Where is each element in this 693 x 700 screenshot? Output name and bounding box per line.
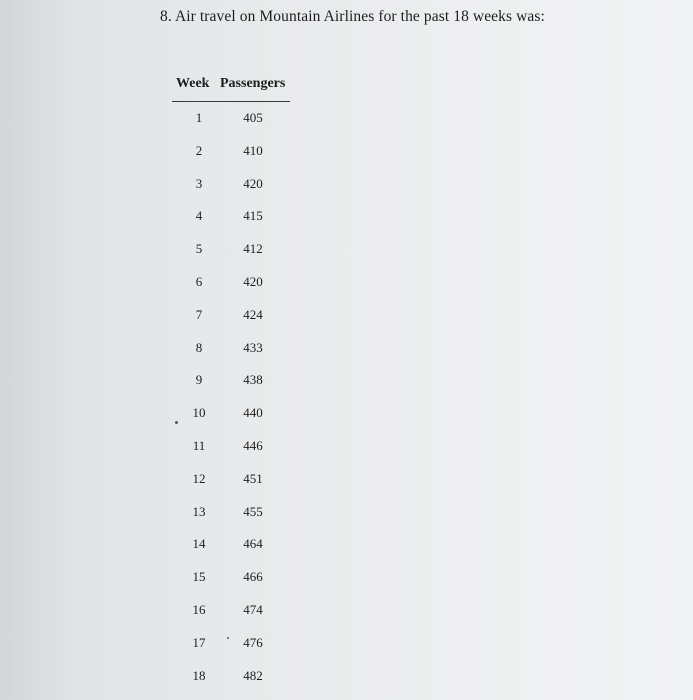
passengers-cell: 464	[243, 536, 263, 552]
table-row	[170, 176, 290, 209]
week-cell: 3	[195, 175, 203, 191]
question-text: 8. Air travel on Mountain Airlines for the past 18 weeks was:	[160, 8, 545, 25]
table-row	[170, 143, 290, 176]
passengers-cell: 482	[243, 667, 263, 683]
table-row	[170, 340, 290, 373]
week-column-header: Week	[176, 76, 210, 91]
passengers-cell: 474	[243, 601, 263, 617]
table-row	[170, 405, 290, 438]
passengers-cell: 476	[243, 634, 263, 650]
week-cell: 14	[192, 536, 206, 552]
week-cell: 17	[192, 634, 206, 650]
week-cell: 16	[192, 601, 206, 617]
table-row	[170, 438, 290, 471]
passengers-cell: 451	[243, 470, 263, 486]
table-body	[170, 110, 290, 700]
table-row	[170, 274, 290, 307]
table-row	[170, 602, 290, 635]
table-row	[170, 569, 290, 602]
week-cell: 13	[192, 503, 206, 519]
stray-mark	[227, 637, 229, 639]
week-cell: 10	[192, 405, 206, 421]
passengers-cell: 455	[243, 503, 263, 519]
passengers-cell: 438	[243, 372, 263, 388]
week-cell: 1	[195, 110, 203, 125]
table-row	[170, 372, 290, 405]
passengers-cell: 424	[243, 306, 263, 322]
passengers-cell: 433	[243, 339, 263, 355]
table-row	[170, 208, 290, 241]
data-table	[170, 74, 290, 683]
stray-mark	[175, 421, 178, 424]
week-cell: 18	[192, 667, 206, 683]
passengers-cell: 420	[243, 273, 263, 289]
passengers-cell: 405	[243, 110, 263, 125]
passengers-cell: 415	[243, 208, 263, 224]
table-row	[170, 536, 290, 569]
week-cell: 9	[195, 372, 203, 388]
passengers-cell: 446	[243, 437, 263, 453]
passengers-cell: 420	[243, 175, 263, 191]
week-cell: 11	[192, 437, 206, 453]
passengers-cell: 440	[243, 405, 263, 421]
week-cell: 7	[195, 306, 203, 322]
week-cell: 2	[195, 142, 203, 158]
table-header	[170, 74, 290, 100]
week-cell: 5	[195, 241, 203, 257]
table-row	[170, 668, 290, 700]
week-cell: 8	[195, 339, 203, 355]
table-row	[170, 504, 290, 537]
table-row	[170, 471, 290, 504]
passengers-cell: 412	[243, 241, 263, 257]
week-cell: 4	[195, 208, 203, 224]
table-row	[170, 110, 290, 143]
passengers-cell: 410	[243, 142, 263, 158]
table-row	[170, 241, 290, 274]
header-rule	[172, 101, 290, 102]
week-cell: 12	[192, 470, 206, 486]
week-cell: 15	[192, 569, 206, 585]
week-cell: 6	[195, 273, 203, 289]
passengers-cell: 466	[243, 569, 263, 585]
passengers-column-header: Passengers	[220, 76, 286, 91]
table-row	[170, 635, 290, 668]
table-row	[170, 307, 290, 340]
